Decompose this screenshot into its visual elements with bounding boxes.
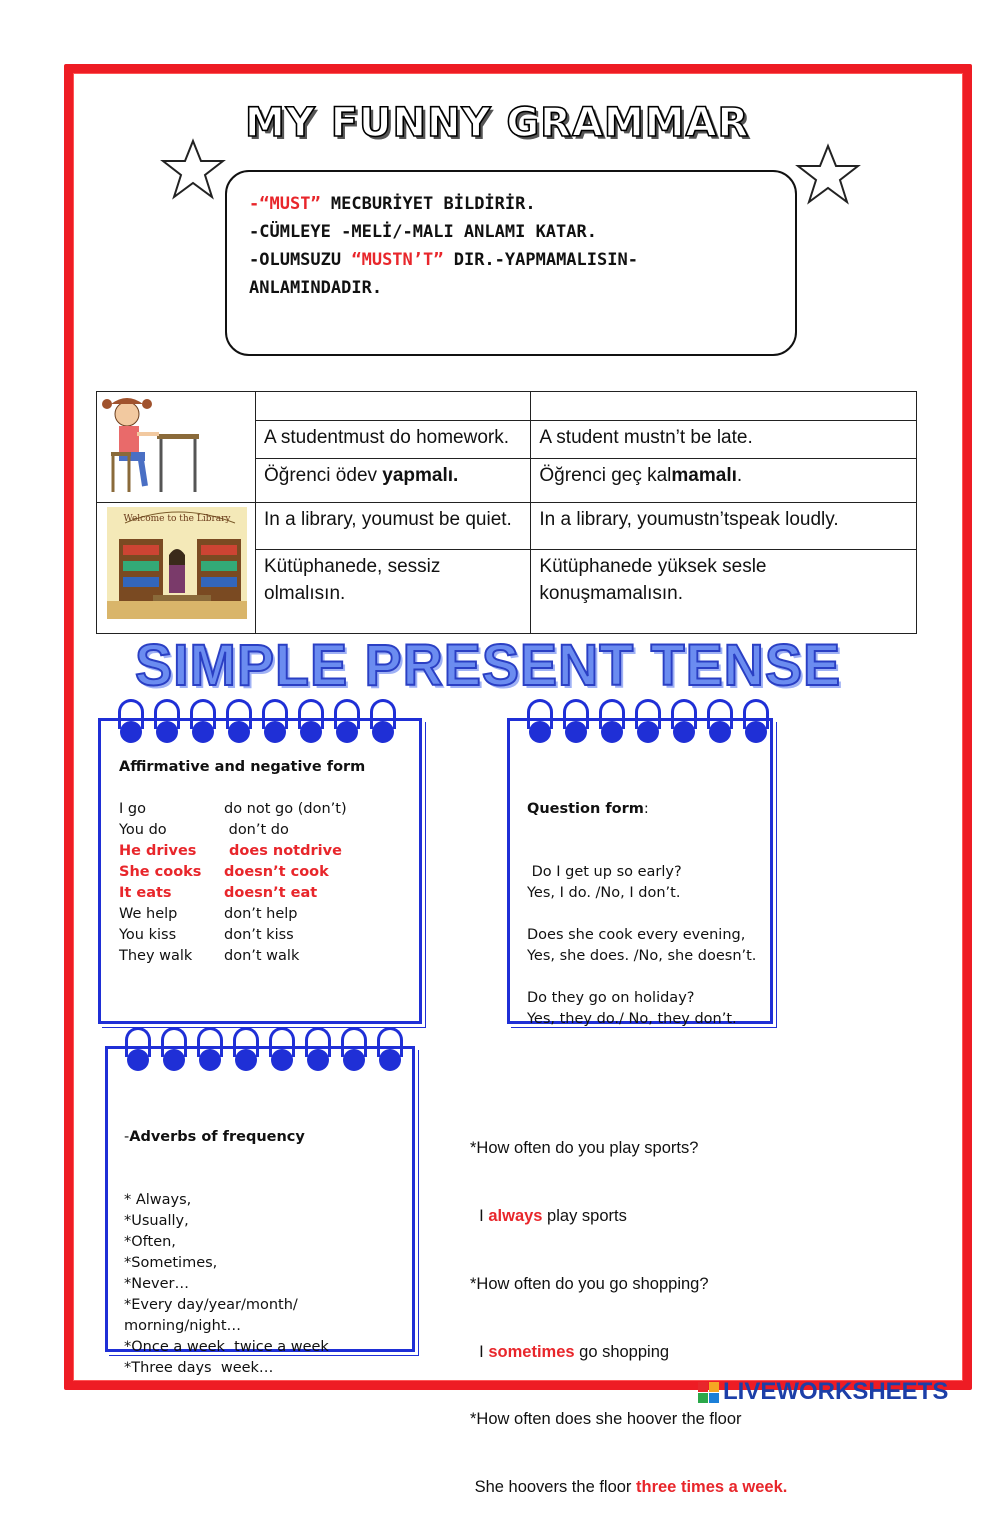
affirmative-note — [98, 718, 422, 1024]
frequency-answer: I always play sports — [470, 1206, 627, 1225]
table-cell: A student mustn’t be late. — [531, 421, 917, 459]
table-cell: In a library, youmustn’tspeak loudly. — [531, 503, 917, 550]
student-illustration — [97, 392, 256, 503]
question-list — [527, 862, 756, 1030]
list-line: Do I get up so early? — [527, 864, 682, 880]
liveworksheets-logo-icon — [698, 1382, 719, 1403]
question-note — [507, 718, 773, 1027]
list-line: * Always, — [124, 1192, 192, 1208]
affirmative-row: You kiss don’t kiss — [119, 927, 294, 943]
library-sign: Welcome to the Library — [123, 514, 231, 524]
must-rule-box — [225, 170, 797, 356]
list-line: Yes, I do. /No, I don’t. — [527, 885, 681, 901]
rule-line-2: -CÜMLEYE -MELİ/-MALI ANLAMI KATAR. — [249, 222, 597, 242]
must-examples-table — [96, 391, 917, 634]
list-line: *Often, — [124, 1234, 176, 1250]
library-image — [97, 503, 255, 625]
student-desk-image — [97, 392, 255, 494]
frequency-answer: She hoovers the floor three times a week. — [470, 1478, 788, 1497]
section-title: SIMPLE PRESENT TENSE — [135, 633, 842, 698]
affirmative-row: We help don’t help — [119, 906, 298, 922]
affirmative-row: They walk don’t walk — [119, 948, 300, 964]
star-icon — [795, 143, 861, 205]
affirmative-row: It eats doesn’t eat — [119, 885, 318, 901]
table-header-cell — [256, 392, 531, 421]
table-header-cell — [531, 392, 917, 421]
spiral-binding — [524, 699, 771, 747]
liveworksheets-watermark[interactable] — [698, 1378, 948, 1406]
adverbs-list — [124, 1190, 329, 1379]
table-cell: Kütüphanede yüksek sesle konuşmamalısın. — [531, 549, 917, 633]
list-line — [527, 904, 756, 925]
frequency-question: *How often does she hoover the floor — [470, 1410, 742, 1429]
list-line — [527, 967, 756, 988]
watermark-text: LIVEWORKSHEETS — [723, 1378, 949, 1405]
list-line: *Sometimes, — [124, 1255, 218, 1271]
list-line: *Every day/year/month/ — [124, 1297, 298, 1313]
adverbs-note — [105, 1046, 415, 1376]
affirmative-heading: Affirmative and negative form — [119, 759, 366, 775]
rule-line-4: ANLAMINDADIR. — [249, 278, 383, 298]
rule-line-1: -“MUST” MECBURİYET BİLDİRİR. — [249, 194, 536, 214]
must-keyword: “MUST” — [259, 194, 321, 214]
library-illustration — [97, 503, 256, 634]
frequency-answer: I sometimes go shopping — [470, 1342, 670, 1361]
star-icon — [160, 138, 226, 200]
list-line: *Once a week twice a week — [124, 1339, 329, 1355]
question-heading: Question form: — [527, 801, 649, 817]
affirmative-row: I go do not go (don’t) — [119, 801, 347, 817]
table-cell: In a library, youmust be quiet. — [256, 503, 531, 550]
spiral-binding — [115, 699, 398, 747]
table-cell: A studentmust do homework. — [256, 421, 531, 459]
affirmative-list — [119, 799, 365, 967]
affirmative-row: He drives does notdrive — [119, 843, 342, 859]
spiral-binding — [122, 1027, 405, 1075]
list-line: *Three days week… — [124, 1360, 274, 1376]
list-line: *Usually, — [124, 1213, 189, 1229]
rule-line-3: -OLUMSUZU “MUSTN’T” DIR.-YAPMAMALISIN- — [249, 250, 638, 270]
table-cell: Kütüphanede, sessiz olmalısın. — [256, 549, 531, 633]
adverbs-heading: -Adverbs of frequency — [124, 1129, 305, 1145]
list-line: Does she cook every evening, — [527, 927, 746, 943]
mustnt-keyword: “MUSTN’T” — [351, 250, 444, 270]
frequency-question: *How often do you play sports? — [470, 1139, 699, 1158]
table-cell: Öğrenci geç kalmamalı. — [531, 459, 917, 503]
affirmative-row: She cooks doesn’t cook — [119, 864, 329, 880]
page-title: MY FUNNY GRAMMAR — [245, 100, 750, 146]
list-line: Yes, she does. /No, she doesn’t. — [527, 948, 757, 964]
affirmative-row: You do don’t do — [119, 822, 289, 838]
list-line: morning/night… — [124, 1318, 241, 1334]
frequency-question: *How often do you go shopping? — [470, 1274, 709, 1293]
table-cell: Öğrenci ödev yapmalı. — [256, 459, 531, 503]
frequency-examples — [470, 1092, 787, 1521]
list-line: Yes, they do./ No, they don’t. — [527, 1011, 737, 1027]
list-line: Do they go on holiday? — [527, 990, 695, 1006]
list-line: *Never… — [124, 1276, 189, 1292]
